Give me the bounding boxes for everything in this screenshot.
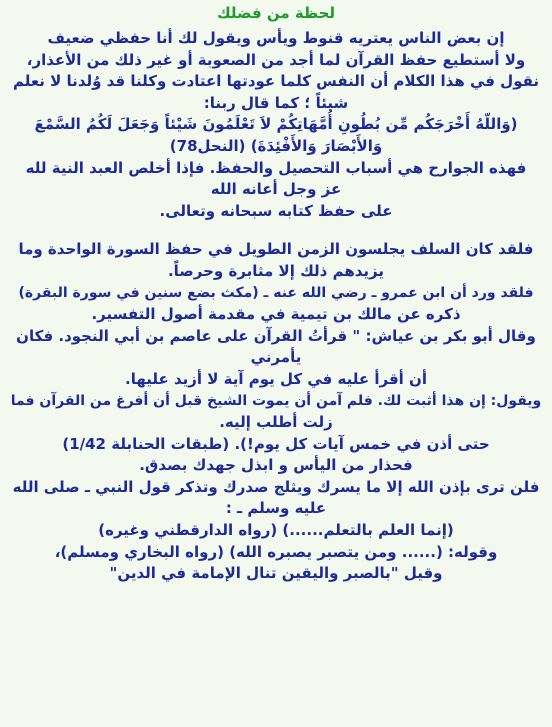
text-line: وقوله: (...... ومن يتصبر يصبره الله) (رواه البخاري ومسلم)، — [54, 542, 498, 561]
text-line: إن بعض الناس يعتريه قنوط ويأس ويقول لك أنا حفظي ضعيف — [47, 29, 505, 47]
text-line: على حفظ كتابه سبحانه وتعالى. — [159, 201, 393, 220]
text-line: ويقول: إن هذا أثبت لك. فلم آمن أن يموت الشيخ قبل أن أفرغ من القرآن فما — [10, 392, 542, 409]
text-line: فلقد ورد أن ابن عمرو ـ رضي الله عنه ـ (مكث بضع سنين في سورة البقرة) — [18, 284, 534, 301]
text-line: أن أقرأ عليه في كل يوم آية لا أزيد عليها. — [125, 369, 427, 388]
text-line: ولا أستطيع حفظ القرآن لما أجد من الصعوبة أو غير ذلك من الأعذار، — [26, 50, 526, 69]
section-one — [10, 28, 542, 222]
text-line: زلت أطلب إليه. — [219, 413, 333, 432]
text-line: ذكره عن مالك بن تيمية في مقدمة أصول التفسير. — [91, 305, 461, 324]
text-line: وقيل "بالصبر واليقين تنال الإمامة في الدين" — [109, 564, 443, 583]
text-line: نقول في هذا الكلام أن النفس كلما عودتها اعتادت وكلنا قد وُلدنا لا نعلم — [12, 72, 540, 91]
text-line: فحذار من اليأس و ابذل جهدك بصدق. — [139, 456, 413, 475]
text-line: حتى أذن في خمس آيات كل يوم!). (طبقات الحنابلة 1/42) — [62, 434, 490, 453]
quran-verse-line: وَالأَبْصَارَ وَالأَفْئِدَةَ) (النحل78) — [169, 136, 383, 155]
text-line: فلقد كان السلف يجلسون الزمن الطويل في حفظ السورة الواحدة وما — [18, 240, 534, 259]
text-line: (إنما العلم بالتعلم......) (رواه الدارقطني وغيره) — [98, 521, 454, 540]
text-line: فهذه الجوارح هي أسباب التحصيل والحفظ. فإذا أخلص العبد النية لله — [25, 158, 527, 177]
text-line: فلن ترى بإذن الله إلا ما يسرك ويثلج صدرك وتذكر قول النبي ـ صلى الله — [12, 477, 540, 496]
quran-verse-line: (وَاللّهُ أَخْرَجَكُم مِّن بُطُونِ أُمَّهَاتِكُمْ لاَ تَعْلَمُونَ شَيْئاً وَجَعَلَ لَكُمُ السَّمْعَ — [34, 115, 518, 134]
section-two — [10, 239, 542, 585]
page-title: لحظة من فضلك — [216, 4, 336, 22]
text-line: عز وجل أعانه الله — [210, 180, 342, 199]
text-line: يأمرني — [250, 348, 302, 367]
text-line: عليه وسلم ـ : — [225, 499, 327, 518]
text-line: وقال أبو بكر بن عياش: " قرأتُ القرآن على عاصم بن أبي النجود. فكان — [16, 326, 536, 345]
text-line: يزيدهم ذلك إلا مثابرة وحرصاً. — [167, 261, 385, 280]
text-line: شيئاً ؛ كما قال ربنا: — [203, 93, 349, 112]
section-spacer — [10, 222, 542, 239]
